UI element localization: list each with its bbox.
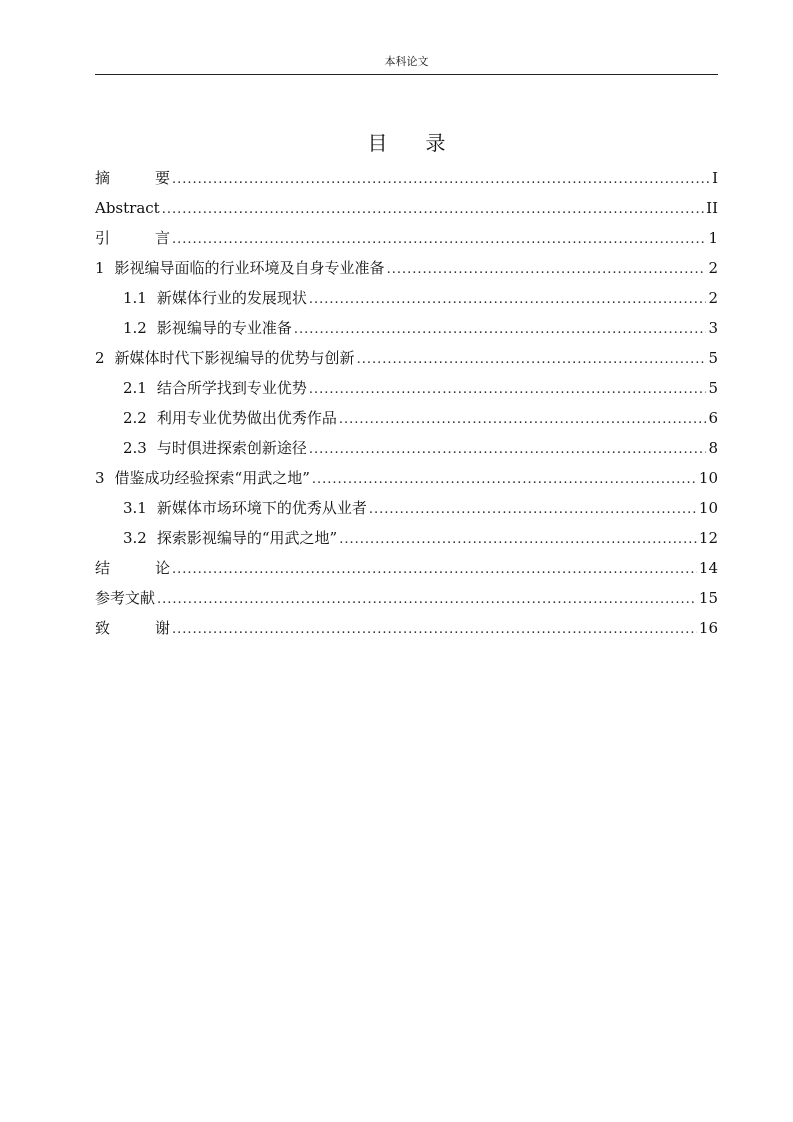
toc-entry-label-char: 要 xyxy=(154,169,170,187)
toc-entry[interactable] xyxy=(95,343,718,373)
toc-entry[interactable] xyxy=(95,463,718,493)
toc-entry-page-number: 12 xyxy=(698,529,718,547)
toc-entry-number: 2 xyxy=(95,349,105,367)
dot-leader xyxy=(309,435,707,465)
toc-entry-number: 2.1 xyxy=(123,379,147,397)
dot-leader xyxy=(172,225,706,255)
header-text: 本科论文 xyxy=(384,55,429,68)
toc-entry-label: 影视编导面临的行业环境及自身专业准备 xyxy=(114,259,385,277)
toc-entry[interactable] xyxy=(95,373,718,403)
toc-entry-label: 与时俱进探索创新途径 xyxy=(156,439,307,457)
toc-entry-label xyxy=(95,223,170,253)
toc-entry-page-number: II xyxy=(706,199,718,217)
toc-entry-label xyxy=(95,613,170,643)
toc-entry-label: 参考文献 xyxy=(95,589,156,607)
toc-entry[interactable] xyxy=(95,613,718,643)
toc-entry[interactable] xyxy=(95,253,718,283)
toc-entry-page-number: 10 xyxy=(698,499,718,517)
dot-leader xyxy=(309,375,707,405)
toc-entry[interactable] xyxy=(95,523,718,553)
toc-entry-label-char: 摘 xyxy=(95,169,111,187)
toc-entry-label: 新媒体市场环境下的优秀从业者 xyxy=(156,499,367,517)
toc-entry-label: 影视编导的专业准备 xyxy=(156,319,292,337)
toc-entry-label: Abstract xyxy=(95,199,160,217)
toc-entry-label: 新媒体时代下影视编导的优势与创新 xyxy=(114,349,355,367)
dot-leader xyxy=(369,495,697,525)
toc-entry[interactable] xyxy=(95,583,718,613)
toc-entry-number: 1.1 xyxy=(123,289,147,307)
toc-entry-page-number: 3 xyxy=(708,319,718,337)
dot-leader xyxy=(162,195,704,225)
toc-entry-page-number: 6 xyxy=(708,409,718,427)
toc-entry-label: 利用专业优势做出优秀作品 xyxy=(156,409,337,427)
toc-entry-page-number: 2 xyxy=(708,289,718,307)
toc-title xyxy=(95,129,718,157)
toc-entry[interactable] xyxy=(95,493,718,523)
dot-leader xyxy=(357,345,707,375)
toc-entry-page-number: 5 xyxy=(708,349,718,367)
dot-leader xyxy=(339,405,707,435)
dot-leader xyxy=(172,615,697,645)
toc-entry-label-char: 致 xyxy=(95,619,111,637)
toc-entry-label: 借鉴成功经验探索“用武之地” xyxy=(114,469,310,487)
toc-entry-label-char: 谢 xyxy=(154,619,170,637)
toc-entry-label xyxy=(95,553,170,583)
toc-entry-label: 新媒体行业的发展现状 xyxy=(156,289,307,307)
toc-entry-page-number: 1 xyxy=(708,229,718,247)
toc-entry-number: 1.2 xyxy=(123,319,147,337)
toc-entry[interactable] xyxy=(95,403,718,433)
dot-leader xyxy=(339,525,697,555)
toc-entry-page-number: 5 xyxy=(708,379,718,397)
dot-leader xyxy=(172,165,710,195)
toc-entry-label: 探索影视编导的“用武之地” xyxy=(156,529,338,547)
toc-entry-number: 2.3 xyxy=(123,439,147,457)
dot-leader xyxy=(157,585,697,615)
toc-entry[interactable] xyxy=(95,313,718,343)
dot-leader xyxy=(294,315,707,345)
toc-entry-page-number: 15 xyxy=(698,589,718,607)
toc-entry-label-char: 结 xyxy=(95,559,111,577)
toc-entry[interactable] xyxy=(95,283,718,313)
toc-entry-label-char: 论 xyxy=(154,559,170,577)
dot-leader xyxy=(172,555,697,585)
dot-leader xyxy=(312,465,697,495)
toc-entry[interactable] xyxy=(95,193,718,223)
toc-entry[interactable] xyxy=(95,163,718,193)
page-header xyxy=(95,55,718,75)
toc-entry-number: 3.1 xyxy=(123,499,147,517)
toc-entry-label-char: 引 xyxy=(95,229,111,247)
toc-entry-number: 2.2 xyxy=(123,409,147,427)
toc-entry-page-number: 8 xyxy=(708,439,718,457)
toc-entry-number: 3.2 xyxy=(123,529,147,547)
dot-leader xyxy=(387,255,707,285)
toc-entry-page-number: 10 xyxy=(698,469,718,487)
dot-leader xyxy=(309,285,707,315)
toc-entry-label-char: 言 xyxy=(154,229,170,247)
toc-title-char-2: 录 xyxy=(425,131,446,155)
toc-entry-page-number: 2 xyxy=(708,259,718,277)
toc-entry[interactable] xyxy=(95,553,718,583)
toc-entry[interactable] xyxy=(95,433,718,463)
toc-entry-number: 1 xyxy=(95,259,105,277)
toc-entry-label: 结合所学找到专业优势 xyxy=(156,379,307,397)
toc-entry-number: 3 xyxy=(95,469,105,487)
toc-entry-label xyxy=(95,163,170,193)
toc-entry-page-number: 14 xyxy=(698,559,718,577)
toc-title-char-1: 目 xyxy=(367,131,388,155)
table-of-contents xyxy=(95,163,718,643)
toc-entry-page-number: I xyxy=(712,169,718,187)
toc-entry-page-number: 16 xyxy=(698,619,718,637)
toc-entry[interactable] xyxy=(95,223,718,253)
